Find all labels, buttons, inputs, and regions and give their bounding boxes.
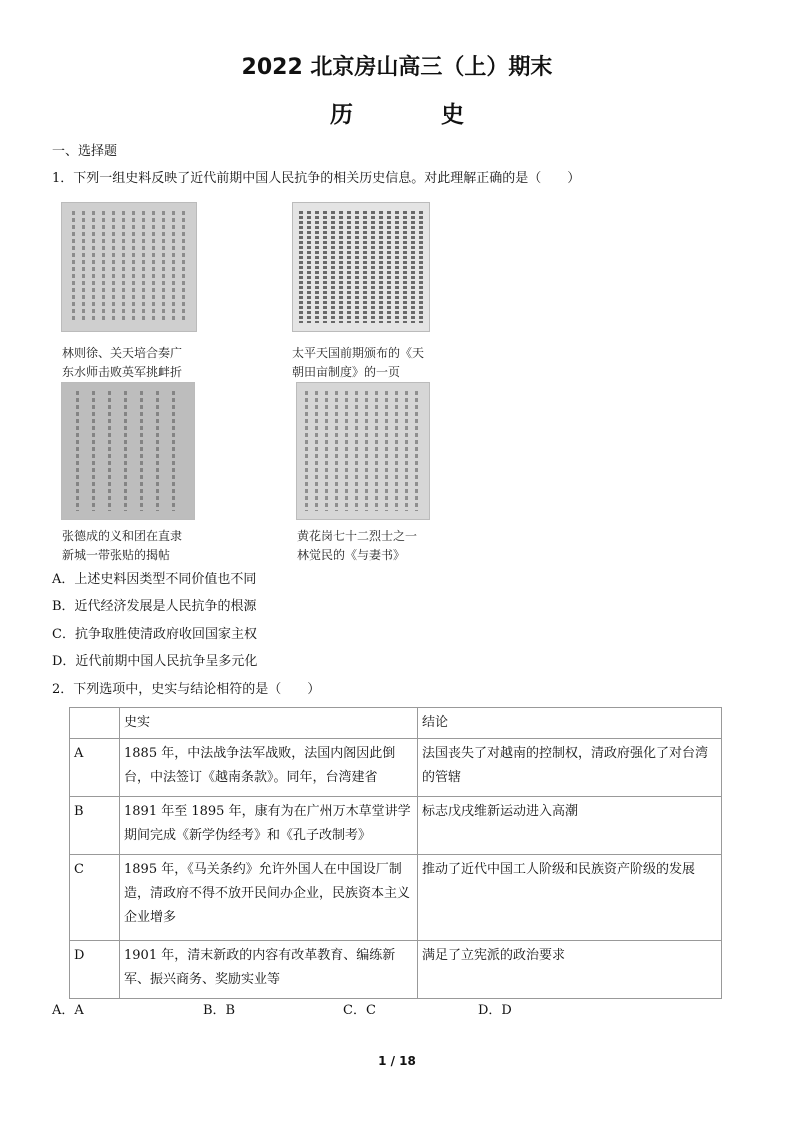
image-1-caption-line-2: 东水师击败英军挑衅折 xyxy=(62,365,183,379)
table-header-cell: 史实 xyxy=(120,708,418,739)
row-conclusion: 推动了近代中国工人阶级和民族资产阶级的发展 xyxy=(418,855,722,941)
q2-option-c: C．C xyxy=(343,1003,376,1018)
table-header-row xyxy=(70,708,722,739)
question-2-stem: 2．下列选项中，史实与结论相符的是（ ） xyxy=(52,682,321,697)
row-fact: 1901 年，清末新政的内容有改革教育、编练新军、振兴商务、奖励实业等 xyxy=(120,941,418,999)
image-4-caption-line-1: 黄花岗七十二烈士之一 xyxy=(297,529,418,543)
row-fact: 1885 年，中法战争法军战败，法国内阁因此倒台，中法签订《越南条款》。同年，台湾建省 xyxy=(120,739,418,797)
historical-document-image-1 xyxy=(61,202,197,332)
q1-option-a: A．上述史料因类型不同价值也不同 xyxy=(52,572,257,587)
table-row xyxy=(70,941,722,999)
image-3-caption-line-2: 新城一带张贴的揭帖 xyxy=(62,548,171,562)
row-key: B xyxy=(70,797,120,855)
image-2-caption-line-2: 朝田亩制度》的一页 xyxy=(292,365,401,379)
row-fact: 1891 年至 1895 年，康有为在广州万木草堂讲学期间完成《新学伪经考》和《孔子改制考》 xyxy=(120,797,418,855)
row-conclusion: 法国丧失了对越南的控制权，清政府强化了对台湾的管辖 xyxy=(418,739,722,797)
row-fact: 1895 年，《马关条约》允许外国人在中国设厂制造，清政府不得不放开民间办企业，民族资本主义企业增多 xyxy=(120,855,418,941)
table-row xyxy=(70,797,722,855)
image-4-caption-line-2: 林觉民的《与妻书》 xyxy=(297,548,406,562)
q1-option-d: D．近代前期中国人民抗争呈多元化 xyxy=(52,654,258,669)
q2-option-a: A．A xyxy=(52,1003,84,1018)
q2-option-d: D．D xyxy=(478,1003,512,1018)
q1-option-c: C．抗争取胜使清政府收回国家主权 xyxy=(52,627,257,642)
table-header-cell xyxy=(70,708,120,739)
image-2-caption-line-1: 太平天国前期颁布的《天 xyxy=(292,346,425,360)
question-1-stem: 1．下列一组史料反映了近代前期中国人民抗争的相关历史信息。对此理解正确的是（ ） xyxy=(52,171,581,186)
row-conclusion: 满足了立宪派的政治要求 xyxy=(418,941,722,999)
historical-document-image-3 xyxy=(61,382,195,520)
row-conclusion: 标志戊戌维新运动进入高潮 xyxy=(418,797,722,855)
page-number: 1 / 18 xyxy=(378,1054,416,1068)
section-heading: 一、选择题 xyxy=(52,144,118,159)
q2-option-b: B．B xyxy=(203,1003,236,1018)
row-key: C xyxy=(70,855,120,941)
page-title: 2022 北京房山高三（上）期末 xyxy=(241,55,553,80)
subject-title: 历 史 xyxy=(329,101,504,128)
table-row xyxy=(70,739,722,797)
image-3-caption-line-1: 张德成的义和团在直隶 xyxy=(62,529,183,543)
historical-document-image-4 xyxy=(296,382,430,520)
q2-table xyxy=(69,707,722,999)
row-key: D xyxy=(70,941,120,999)
table-row xyxy=(70,855,722,941)
row-key: A xyxy=(70,739,120,797)
image-1-caption-line-1: 林则徐、关天培合奏广 xyxy=(62,346,183,360)
table-header-cell: 结论 xyxy=(418,708,722,739)
q1-option-b: B．近代经济发展是人民抗争的根源 xyxy=(52,599,257,614)
historical-document-image-2 xyxy=(292,202,430,332)
